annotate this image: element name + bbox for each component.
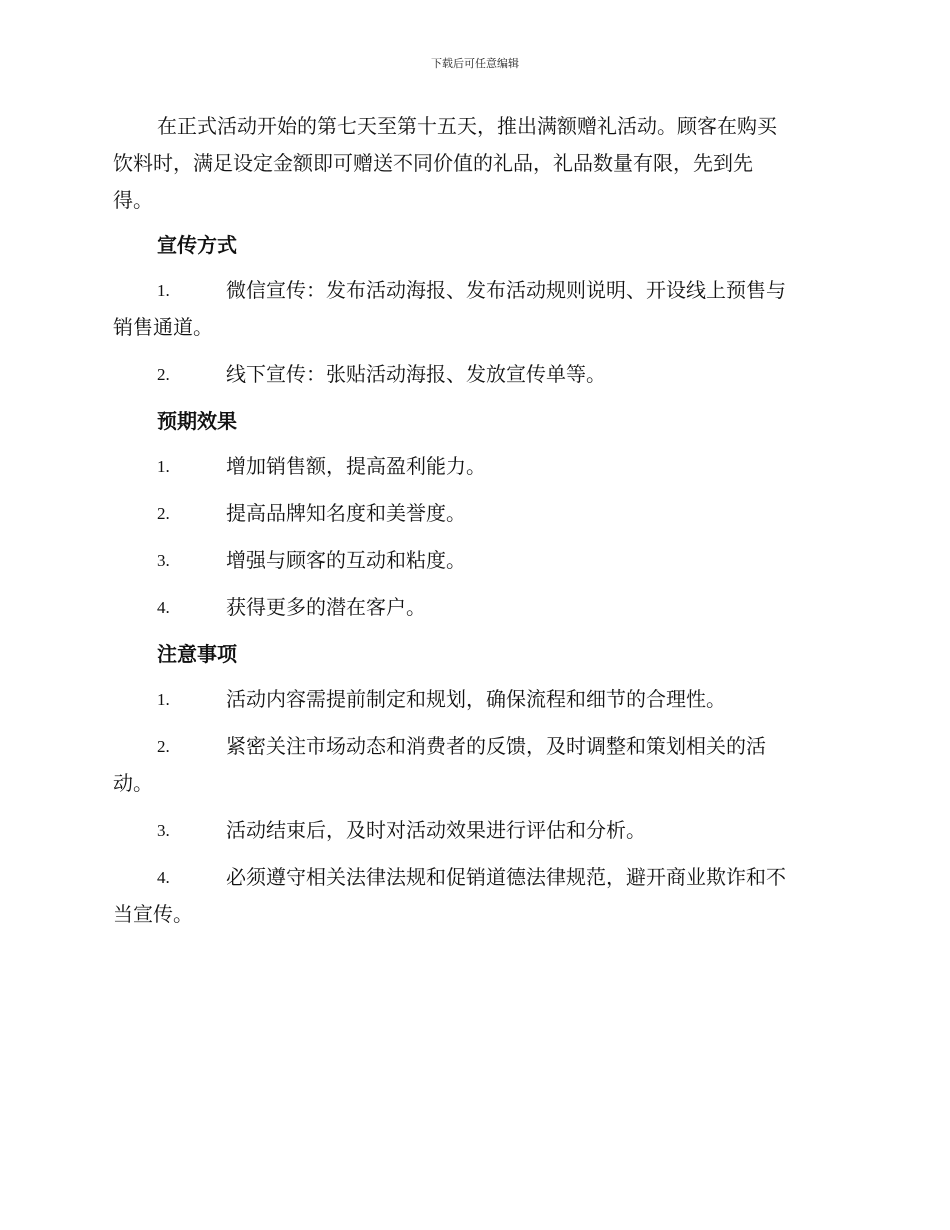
list-text-continued: 当宣传。: [113, 902, 193, 926]
list-text: 活动内容需提前制定和规划，确保流程和细节的合理性。: [226, 687, 726, 711]
section-heading-notes: 注意事项: [157, 642, 237, 666]
header-note: 下载后可任意编辑: [431, 57, 519, 70]
section-heading-promotion: 宣传方式: [157, 233, 237, 257]
list-text: 线下宣传：张贴活动海报、发放宣传单等。: [226, 362, 606, 386]
intro-line-2: 饮料时，满足设定金额即可赠送不同价值的礼品，礼品数量有限，先到先: [113, 151, 753, 175]
list-number: 3.: [157, 551, 170, 570]
list-number: 2.: [157, 504, 170, 523]
list-number: 1.: [157, 457, 170, 476]
list-text: 增加销售额，提高盈利能力。: [226, 454, 486, 478]
list-text: 微信宣传：发布活动海报、发布活动规则说明、开设线上预售与: [226, 278, 786, 302]
list-text: 增强与顾客的互动和粘度。: [226, 548, 466, 572]
list-item: [113, 448, 835, 485]
list-number: 2.: [157, 737, 170, 756]
list-text: 必须遵守相关法律法规和促销道德法律规范，避开商业欺诈和不: [226, 865, 786, 889]
list-item: [113, 542, 835, 579]
list-text: 紧密关注市场动态和消费者的反馈，及时调整和策划相关的活: [226, 734, 766, 758]
list-number: 1.: [157, 281, 170, 300]
list-item: [113, 681, 835, 718]
list-text-continued: 销售通道。: [113, 315, 213, 339]
list-number: 3.: [157, 821, 170, 840]
list-number: 2.: [157, 365, 170, 384]
list-text: 获得更多的潜在客户。: [226, 595, 426, 619]
section-heading-effects: 预期效果: [157, 409, 237, 433]
list-item: [113, 728, 835, 802]
list-item: [113, 589, 835, 626]
list-item: [113, 272, 835, 346]
intro-paragraph: [113, 108, 835, 219]
list-text: 提高品牌知名度和美誉度。: [226, 501, 466, 525]
list-number: 4.: [157, 868, 170, 887]
intro-line-1: 在正式活动开始的第七天至第十五天，推出满额赠礼活动。顾客在购买: [157, 114, 777, 138]
list-item: [113, 356, 835, 393]
list-text: 活动结束后，及时对活动效果进行评估和分析。: [226, 818, 646, 842]
list-item: [113, 812, 835, 849]
list-number: 1.: [157, 690, 170, 709]
document-body: [113, 108, 835, 943]
list-item: [113, 859, 835, 933]
list-text-continued: 动。: [113, 771, 153, 795]
intro-line-3: 得。: [113, 188, 153, 212]
list-item: [113, 495, 835, 532]
list-number: 4.: [157, 598, 170, 617]
